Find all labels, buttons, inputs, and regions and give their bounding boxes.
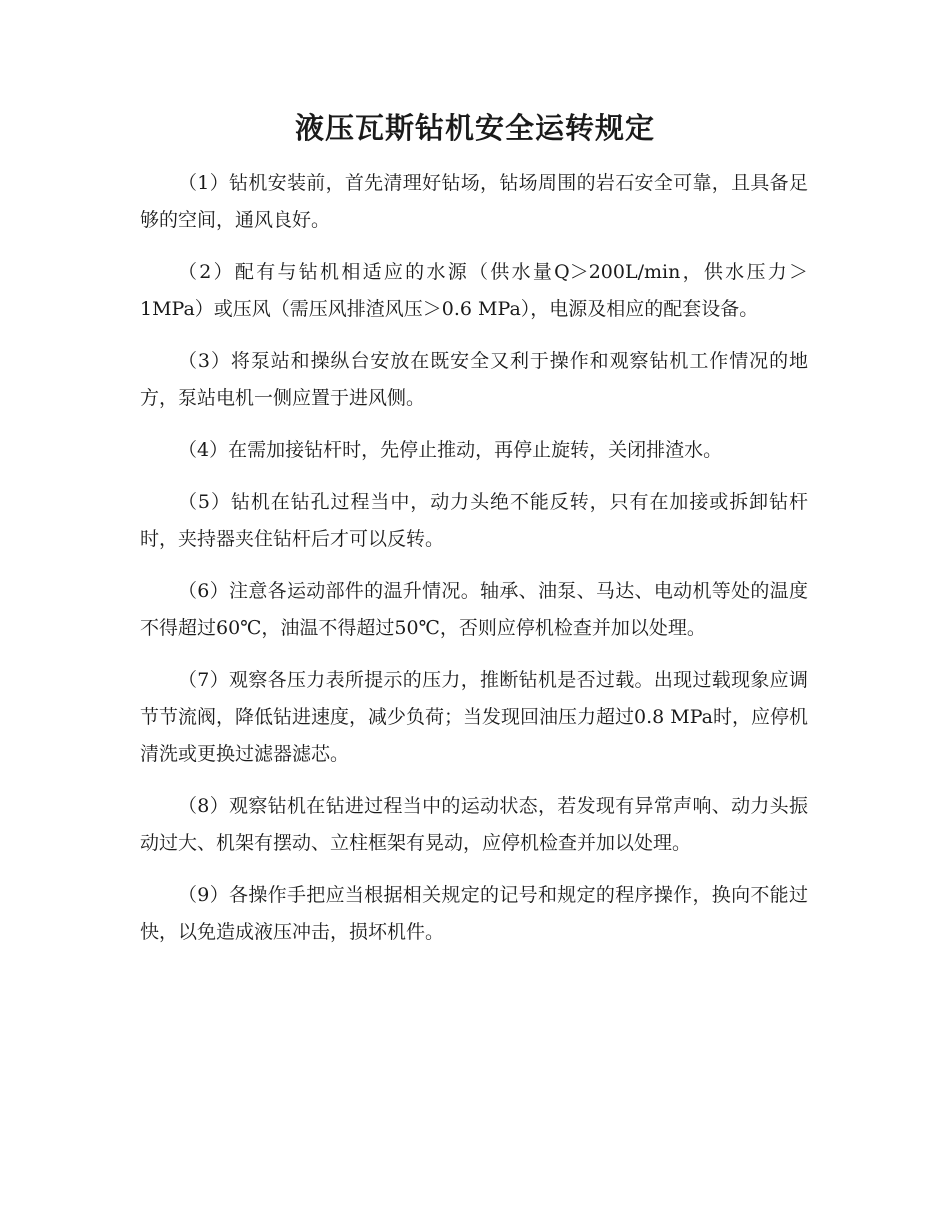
- document-body: [140, 165, 808, 966]
- paragraph-2: （2）配有与钻机相适应的水源（供水量Q＞200L/min，供水压力＞1MPa）或压风（需压风排渣风压＞0.6 MPa），电源及相应的配套设备。: [140, 261, 808, 320]
- paragraph-5: （5）钻机在钻孔过程当中，动力头绝不能反转，只有在加接或拆卸钻杆时，夹持器夹住钻杆后才可以反转。: [140, 491, 808, 550]
- paragraph-6: （6）注意各运动部件的温升情况。轴承、油泵、马达、电动机等处的温度不得超过60℃，油温不得超过50℃，否则应停机检查并加以处理。: [140, 580, 808, 639]
- paragraph-7: （7）观察各压力表所提示的压力，推断钻机是否过载。出现过载现象应调节节流阀，降低钻进速度，减少负荷；当发现回油压力超过0.8 MPa时，应停机清洗或更换过滤器滤芯。: [140, 669, 808, 765]
- paragraph-3: （3）将泵站和操纵台安放在既安全又利于操作和观察钻机工作情况的地方，泵站电机一侧应置于进风侧。: [140, 350, 808, 409]
- paragraph-1: （1）钻机安装前，首先清理好钻场，钻场周围的岩石安全可靠，且具备足够的空间，通风良好。: [140, 172, 808, 231]
- paragraph-8: （8）观察钻机在钻进过程当中的运动状态，若发现有异常声响、动力头振动过大、机架有摆动、立柱框架有晃动，应停机检查并加以处理。: [140, 795, 808, 854]
- paragraph-9: （9）各操作手把应当根据相关规定的记号和规定的程序操作，换向不能过快，以免造成液压冲击，损坏机件。: [140, 884, 808, 943]
- document-title: 液压瓦斯钻机安全运转规定: [294, 111, 655, 145]
- paragraph-4: （4）在需加接钻杆时，先停止推动，再停止旋转，关闭排渣水。: [178, 439, 723, 461]
